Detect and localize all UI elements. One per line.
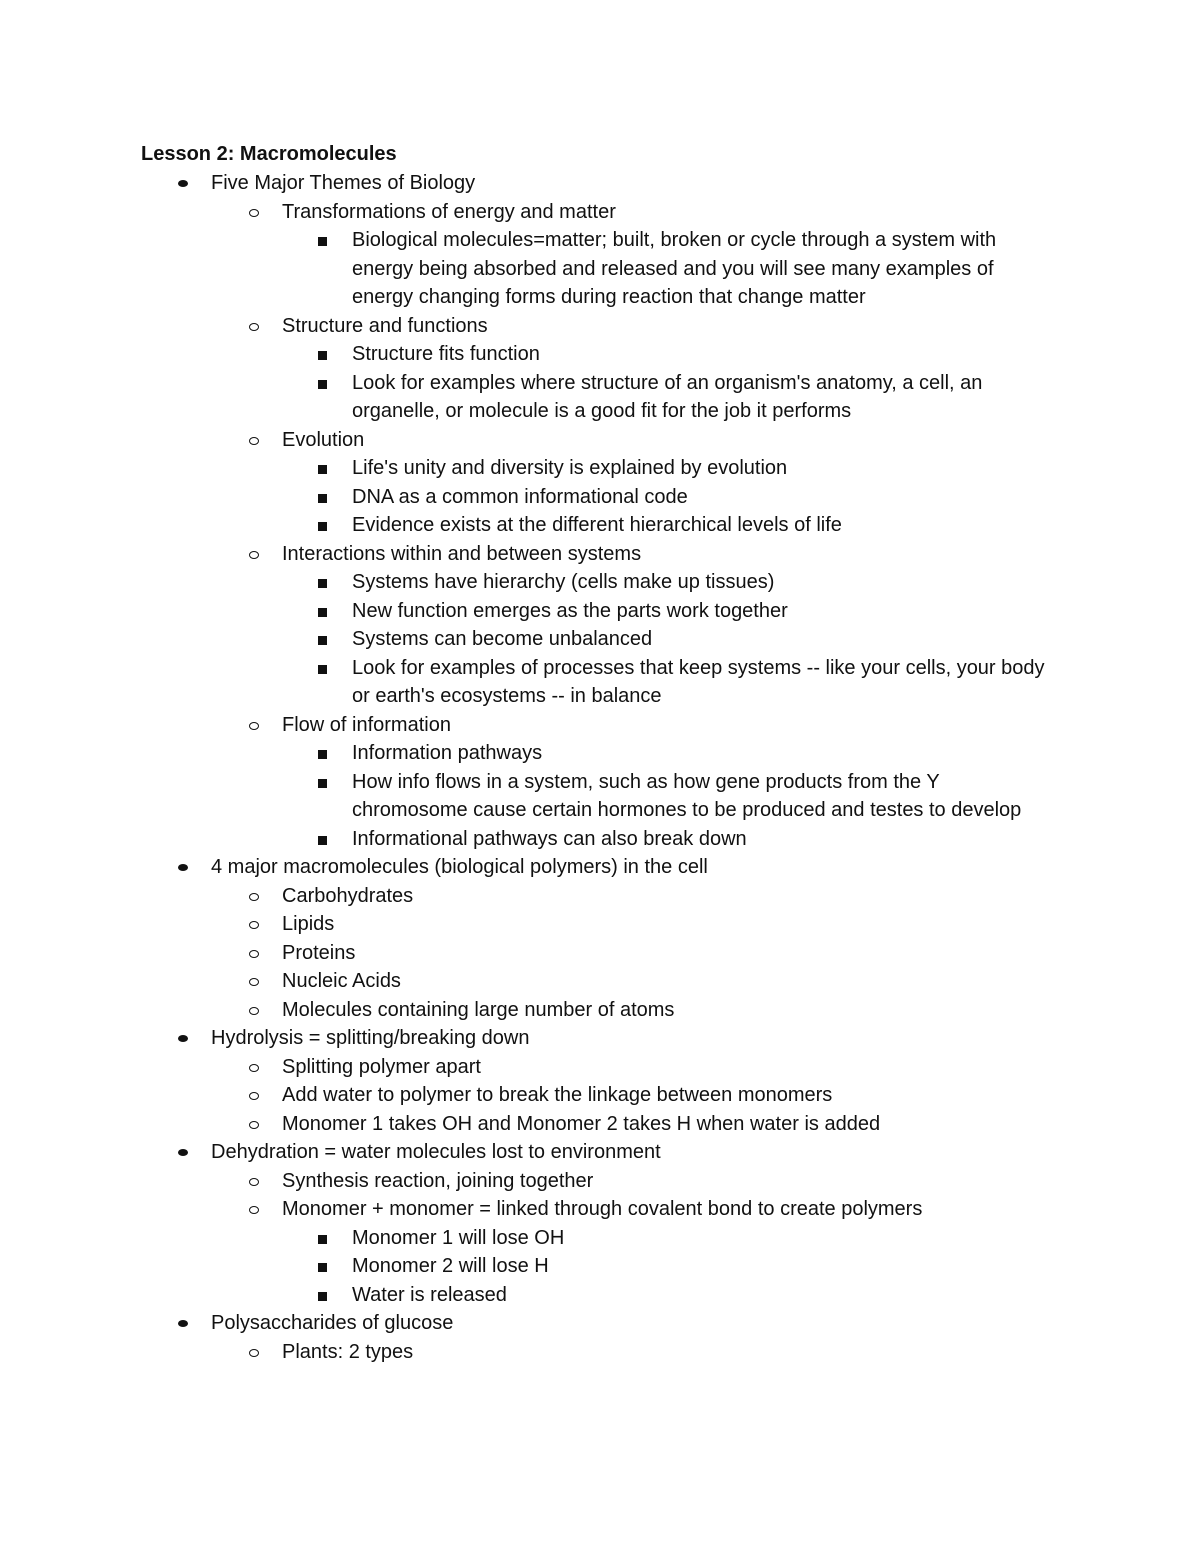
list-item xyxy=(0,597,1052,626)
list-item-text: Plants: 2 types xyxy=(282,1340,414,1363)
list-item-text: Splitting polymer apart xyxy=(282,1055,481,1078)
square-bullet-icon xyxy=(318,380,327,389)
list-item-text: Structure and functions xyxy=(282,314,488,337)
circle-bullet-icon xyxy=(249,921,259,929)
list-item xyxy=(0,568,1052,597)
list-item-text: Polysaccharides of glucose xyxy=(211,1312,454,1334)
list-item xyxy=(0,1338,1062,1367)
list-item xyxy=(0,483,1052,512)
list-item-text: Molecules containing large number of atoms xyxy=(282,998,675,1021)
list-item-text: Lipids xyxy=(282,913,335,935)
circle-bullet-icon xyxy=(249,209,259,217)
list-item-text: Dehydration = water molecules lost to environment xyxy=(211,1141,661,1163)
list-item-text: 4 major macromolecules (biological polymers) in the cell xyxy=(211,856,708,878)
list-item xyxy=(0,910,1062,939)
outline-list xyxy=(0,169,1200,1366)
list-item xyxy=(0,967,1062,996)
square-bullet-icon xyxy=(318,522,327,531)
square-bullet-icon xyxy=(318,1235,327,1244)
page-title: Lesson 2: Macromolecules xyxy=(141,143,397,165)
list-item-text: Evidence exists at the different hierarchical levels of life xyxy=(352,514,842,536)
disc-bullet-icon xyxy=(178,1320,188,1327)
list-item-text: DNA as a common informational code xyxy=(352,485,688,508)
square-bullet-icon xyxy=(318,1292,327,1301)
list-item xyxy=(0,312,1062,341)
list-item-text: Monomer + monomer = linked through covalent bond to create polymers xyxy=(282,1198,923,1220)
list-item xyxy=(0,1053,1062,1082)
list-item-text: Water is released xyxy=(352,1283,507,1306)
square-bullet-icon xyxy=(318,608,327,617)
square-bullet-icon xyxy=(318,351,327,360)
list-item-text: Five Major Themes of Biology xyxy=(211,172,476,194)
list-item-text: Flow of information xyxy=(282,713,451,736)
list-item xyxy=(0,511,1052,540)
list-item-text: Nucleic Acids xyxy=(282,970,401,992)
circle-bullet-icon xyxy=(249,950,259,958)
disc-bullet-icon xyxy=(178,864,188,871)
list-item-text: Monomer 1 takes OH and Monomer 2 takes H when water is added xyxy=(282,1112,881,1135)
list-item-text: Systems have hierarchy (cells make up tissues) xyxy=(352,571,775,593)
list-item xyxy=(0,198,1062,227)
square-bullet-icon xyxy=(318,836,327,845)
list-item xyxy=(0,169,1061,198)
list-item-text: Look for examples where structure of an organism's anatomy, a cell, an organelle, or molecule is a good fit for the job it performs xyxy=(352,371,983,422)
square-bullet-icon xyxy=(318,494,327,503)
list-item-text: Transformations of energy and matter xyxy=(282,200,616,223)
circle-bullet-icon xyxy=(249,1349,259,1357)
square-bullet-icon xyxy=(318,237,327,246)
list-item-text: New function emerges as the parts work together xyxy=(352,599,788,622)
list-item xyxy=(0,996,1062,1025)
list-item xyxy=(0,426,1062,455)
circle-bullet-icon xyxy=(249,722,259,730)
list-item-text: Life's unity and diversity is explained by evolution xyxy=(352,457,788,479)
circle-bullet-icon xyxy=(249,978,259,986)
circle-bullet-icon xyxy=(249,1092,259,1100)
list-item-text: Hydrolysis = splitting/breaking down xyxy=(211,1027,530,1049)
circle-bullet-icon xyxy=(249,1007,259,1015)
list-item xyxy=(0,1138,1061,1167)
list-item-text: Information pathways xyxy=(352,742,543,764)
circle-bullet-icon xyxy=(249,323,259,331)
list-item-text: Carbohydrates xyxy=(282,884,414,907)
list-item-text: Monomer 1 will lose OH xyxy=(352,1226,565,1249)
square-bullet-icon xyxy=(318,465,327,474)
circle-bullet-icon xyxy=(249,1178,259,1186)
list-item xyxy=(0,1024,1061,1053)
disc-bullet-icon xyxy=(178,1149,188,1156)
list-item xyxy=(0,1167,1062,1196)
list-item xyxy=(0,939,1062,968)
list-item xyxy=(0,711,1062,740)
list-item xyxy=(0,768,1052,825)
circle-bullet-icon xyxy=(249,1206,259,1214)
square-bullet-icon xyxy=(318,779,327,788)
square-bullet-icon xyxy=(318,665,327,674)
circle-bullet-icon xyxy=(249,1121,259,1129)
list-item-text: Systems can become unbalanced xyxy=(352,628,653,650)
list-item xyxy=(0,540,1062,569)
list-item-text: Synthesis reaction, joining together xyxy=(282,1169,594,1192)
list-item xyxy=(0,739,1052,768)
list-item xyxy=(0,1110,1062,1139)
list-item xyxy=(0,454,1052,483)
list-item-text: Evolution xyxy=(282,428,365,451)
list-item xyxy=(0,853,1061,882)
square-bullet-icon xyxy=(318,750,327,759)
circle-bullet-icon xyxy=(249,893,259,901)
list-item-text: Proteins xyxy=(282,941,356,964)
list-item xyxy=(0,654,1052,711)
list-item-text: Add water to polymer to break the linkage between monomers xyxy=(282,1084,833,1106)
list-item xyxy=(0,369,1052,426)
disc-bullet-icon xyxy=(178,180,188,187)
circle-bullet-icon xyxy=(249,551,259,559)
list-item-text: Structure fits function xyxy=(352,343,540,365)
circle-bullet-icon xyxy=(249,437,259,445)
list-item-text: Informational pathways can also break down xyxy=(352,827,747,850)
square-bullet-icon xyxy=(318,579,327,588)
list-item xyxy=(0,882,1062,911)
list-item xyxy=(0,1281,1052,1310)
circle-bullet-icon xyxy=(249,1064,259,1072)
list-item xyxy=(0,1252,1052,1281)
list-item xyxy=(0,226,1052,312)
list-item-text: Biological molecules=matter; built, broken or cycle through a system with energy being absorbed and released and you will see many examples of energy changing forms during reaction that change matter xyxy=(352,229,997,308)
list-item xyxy=(0,825,1052,854)
list-item xyxy=(0,1309,1061,1338)
list-item-text: How info flows in a system, such as how gene products from the Y chromosome cause certain hormones to be produced and testes to develop xyxy=(352,770,1022,821)
list-item xyxy=(0,1081,1062,1110)
list-item xyxy=(0,1224,1052,1253)
square-bullet-icon xyxy=(318,1263,327,1272)
list-item xyxy=(0,340,1052,369)
list-item xyxy=(0,1195,1062,1224)
list-item-text: Look for examples of processes that keep systems -- like your cells, your body or earth's ecosystems -- in balance xyxy=(352,656,1045,707)
disc-bullet-icon xyxy=(178,1035,188,1042)
square-bullet-icon xyxy=(318,636,327,645)
list-item xyxy=(0,625,1052,654)
list-item-text: Monomer 2 will lose H xyxy=(352,1255,549,1277)
list-item-text: Interactions within and between systems xyxy=(282,542,642,565)
